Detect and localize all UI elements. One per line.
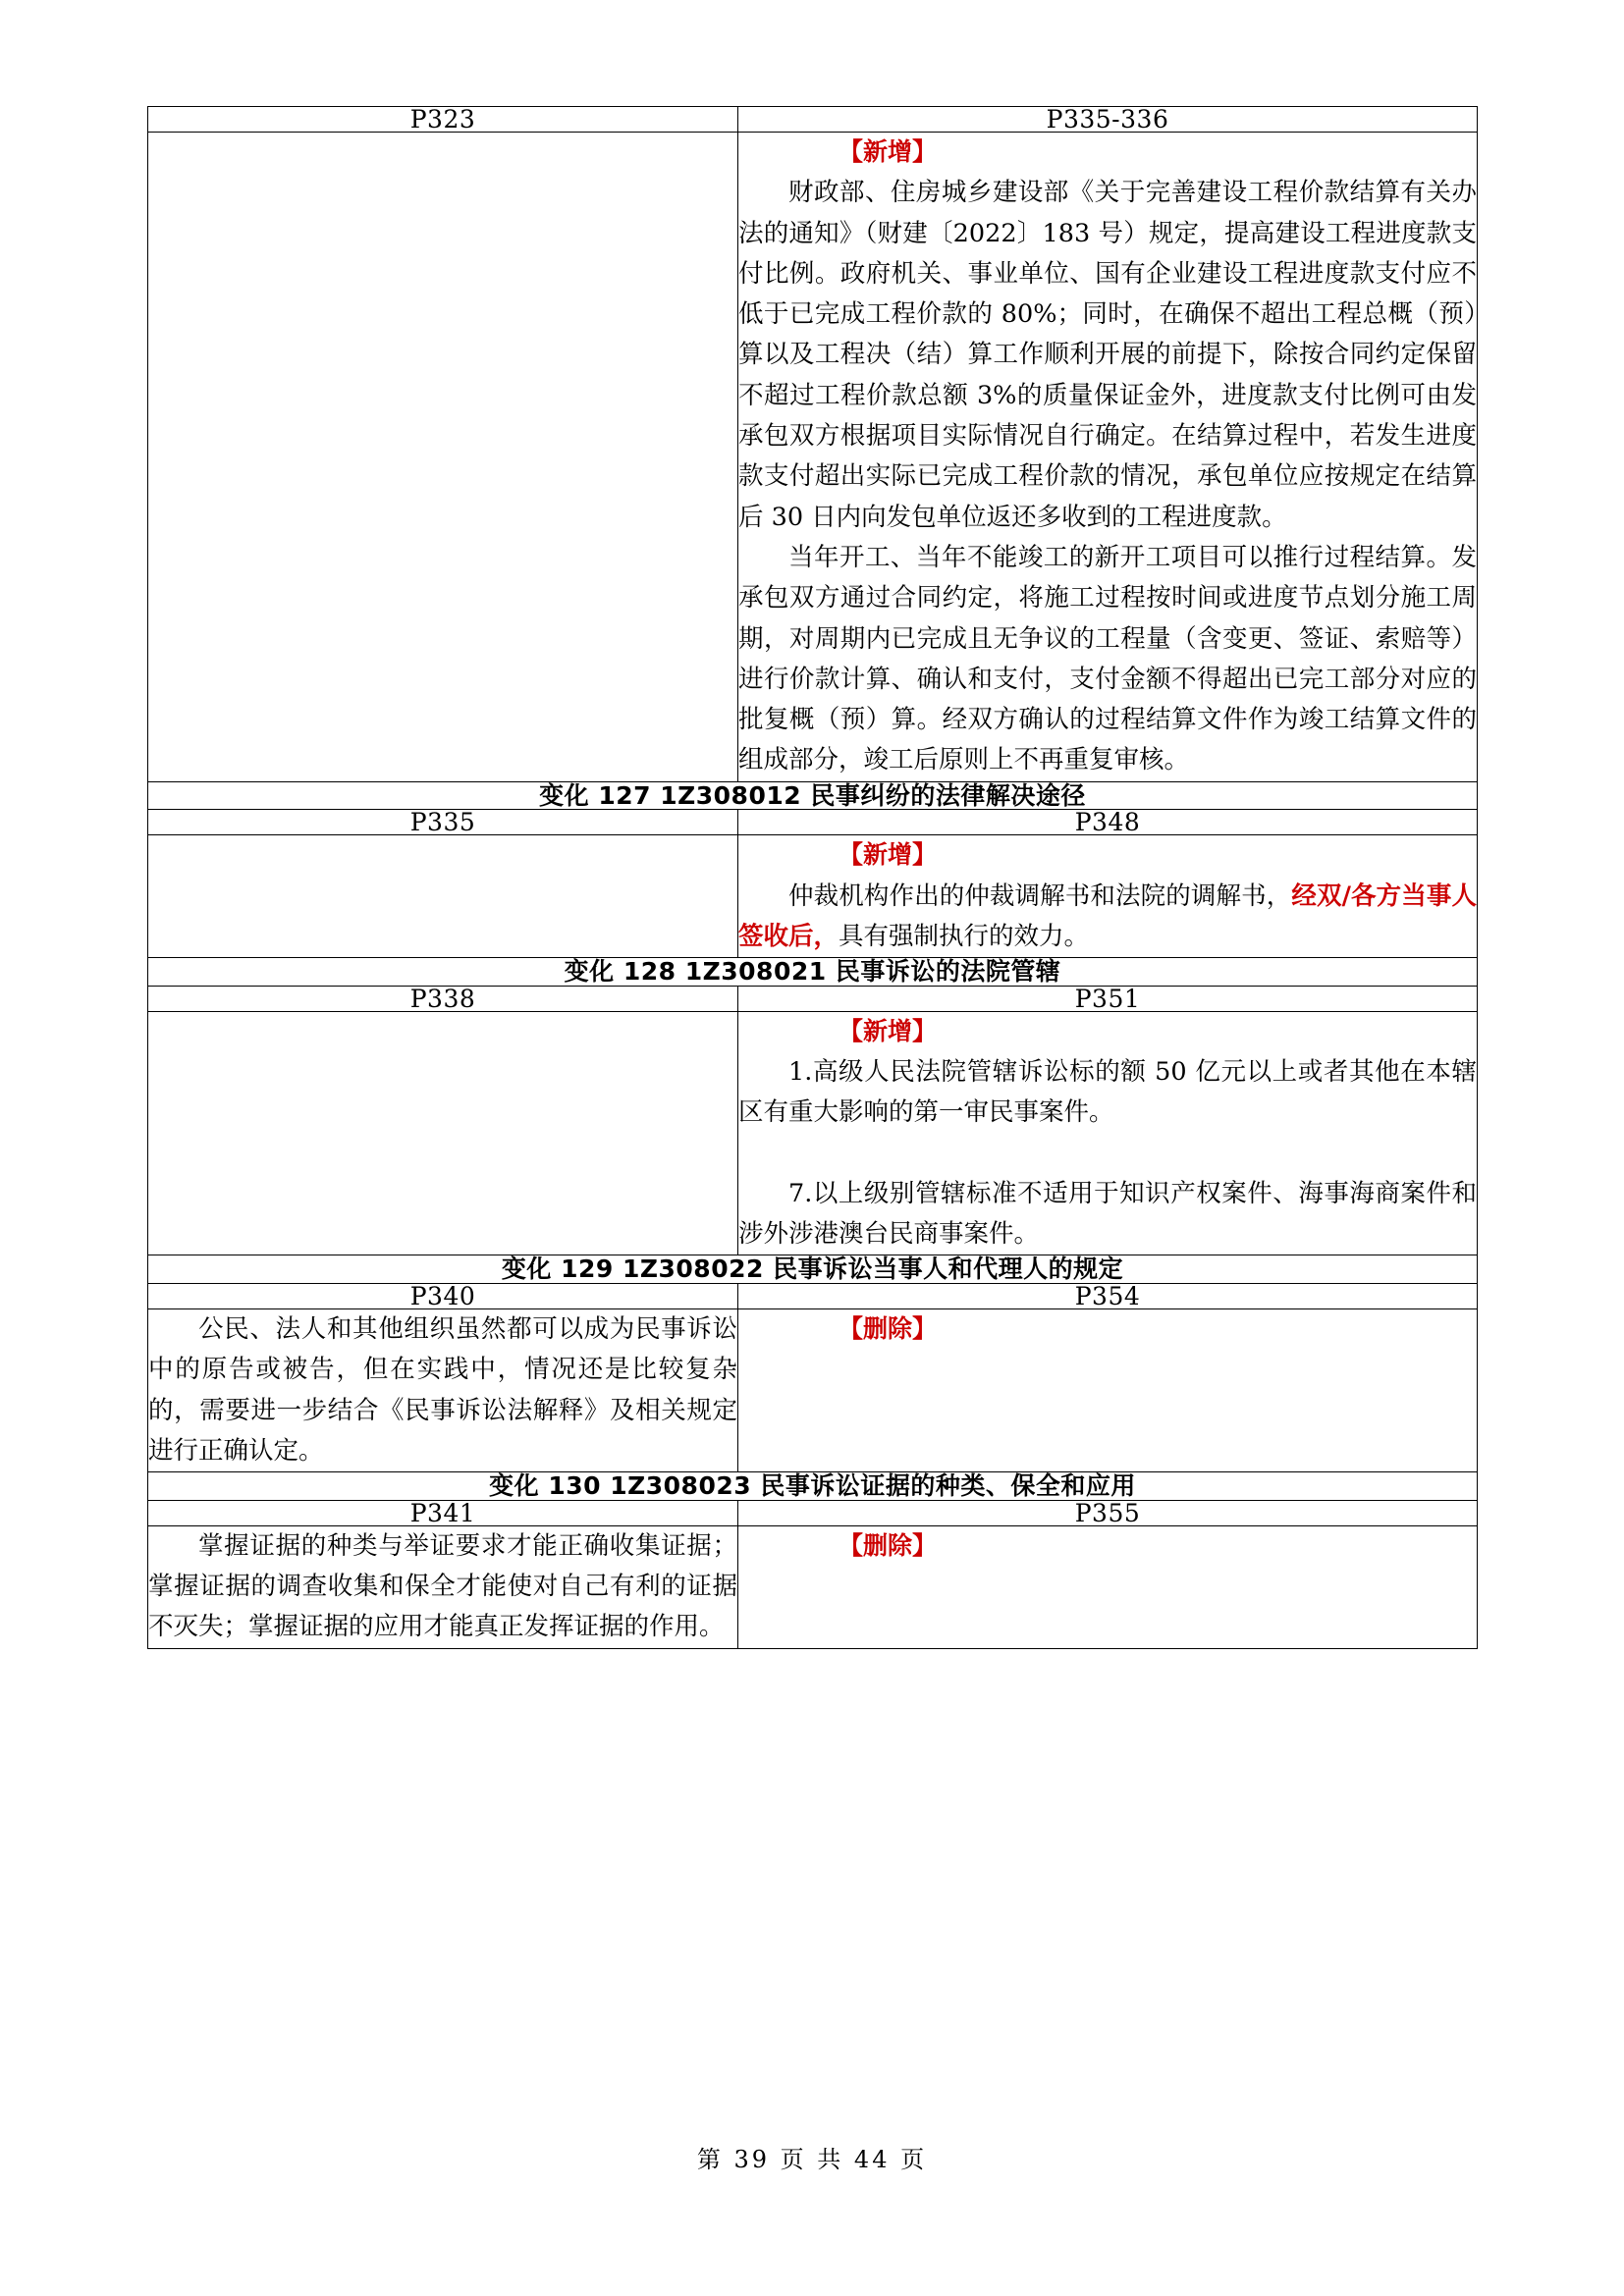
change-tag-line (738, 835, 1477, 876)
old-page-number: P340 (409, 1281, 476, 1310)
change-tag-line (738, 1012, 1477, 1052)
section-header-129 (148, 1255, 1478, 1284)
table-row (148, 1011, 1478, 1255)
status-badge-added: 【新增】 (839, 840, 938, 870)
old-page-number-cell (148, 1283, 738, 1308)
table-row (148, 958, 1478, 987)
table-row (148, 1255, 1478, 1284)
paragraph: 财政部、住房城乡建设部《关于完善建设工程价款结算有关办法的通知》（财建〔2022〕183 号）规定，提高建设工程进度款支付比例。政府机关、事业单位、国有企业建设工程进度款支付应不低于已完成工程价款的 80%；同时，在确保不超出工程总概（预）算以及工程决（结）算工作顺利开展的前提下，除按合同约定保留不超过工程价款总额 3%的质量保证金外，进度款支付比例可由发承包双方根据项目实际情况自行确定。在结算过程中，若发生进度款支付超出实际已完成工程价款的情况，承包单位应按规定在结算后 30 日内向发包单位返还多收到的工程进度款。 (738, 178, 1477, 532)
section-title: 变化 130 1Z308023 民事诉讼证据的种类、保全和应用 (489, 1471, 1136, 1501)
old-content-cell (148, 1308, 738, 1471)
table-row (148, 1283, 1478, 1308)
new-page-number: P354 (1074, 1281, 1141, 1310)
old-content-cell (148, 1525, 738, 1648)
new-page-number: P335-336 (1046, 105, 1169, 133)
section-title: 变化 128 1Z308021 民事诉讼的法院管辖 (564, 957, 1061, 987)
new-page-number: P348 (1074, 808, 1141, 837)
old-page-number-cell (148, 107, 738, 133)
old-content-cell (148, 1011, 738, 1255)
table-row (148, 107, 1478, 133)
table-row (148, 133, 1478, 782)
text-segment: 具有强制执行的效力。 (839, 921, 1090, 951)
section-header-130 (148, 1472, 1478, 1501)
paragraph (738, 877, 1477, 958)
change-tag-line (738, 1526, 1477, 1567)
paragraph: 7.以上级别管辖标准不适用于知识产权案件、海事海商案件和涉外涉港澳台民商事案件。 (738, 1178, 1477, 1250)
old-content-cell (148, 835, 738, 958)
section-header-127 (148, 781, 1478, 810)
new-content-cell (738, 1525, 1478, 1648)
text-segment-highlighted: 经双/各方当事人签收后， (738, 881, 1477, 951)
table-row (148, 781, 1478, 810)
new-page-number-cell (738, 810, 1478, 835)
section-title: 变化 127 1Z308012 民事纠纷的法律解决途径 (539, 780, 1086, 810)
new-page-number: P355 (1074, 1498, 1141, 1527)
table-row (148, 986, 1478, 1011)
paragraph: 当年开工、当年不能竣工的新开工项目可以推行过程结算。发承包双方通过合同约定，将施工过程按时间或进度节点划分施工周期，对周期内已完成且无争议的工程量（含变更、签证、索赔等）进行价款计算、确认和支付，支付金额不得超出已完工部分对应的批复概（预）算。经双方确认的过程结算文件作为竣工结算文件的组成部分，竣工后原则上不再重复审核。 (738, 542, 1477, 775)
section-title: 变化 129 1Z308022 民事诉讼当事人和代理人的规定 (501, 1255, 1124, 1284)
change-tag-line (738, 133, 1477, 173)
table-row (148, 810, 1478, 835)
new-content-cell (738, 1011, 1478, 1255)
status-badge-added: 【新增】 (839, 1016, 938, 1045)
paragraph: 1.高级人民法院管辖诉讼标的额 50 亿元以上或者其他在本辖区有重大影响的第一审民事案件。 (738, 1056, 1477, 1128)
text-segment: 仲裁机构作出的仲裁调解书和法院的调解书， (788, 881, 1292, 911)
table-row (148, 835, 1478, 958)
change-tag-line (738, 1309, 1477, 1350)
section-header-128 (148, 958, 1478, 987)
new-page-number-cell (738, 107, 1478, 133)
new-page-number-cell (738, 1283, 1478, 1308)
table-row (148, 1500, 1478, 1525)
status-badge-deleted: 【删除】 (839, 1530, 938, 1560)
page-footer (0, 2140, 1624, 2174)
table-row (148, 1308, 1478, 1471)
new-content-cell (738, 1308, 1478, 1471)
textbook-change-comparison-table (147, 106, 1478, 1649)
old-page-number: P323 (409, 105, 476, 133)
table-row (148, 1472, 1478, 1501)
old-page-number: P341 (409, 1498, 476, 1527)
new-page-number: P351 (1074, 984, 1141, 1013)
old-page-number-cell (148, 1500, 738, 1525)
old-page-number-cell (148, 986, 738, 1011)
paragraph: 掌握证据的种类与举证要求才能正确收集证据；掌握证据的调查收集和保全才能使对自己有利的证据不灭失；掌握证据的应用才能真正发挥证据的作用。 (148, 1530, 737, 1642)
old-content-cell (148, 133, 738, 782)
status-badge-deleted: 【删除】 (839, 1313, 938, 1343)
table-row (148, 1525, 1478, 1648)
table-body (148, 107, 1478, 1649)
page-footer-text: 第 39 页 共 44 页 (696, 2146, 928, 2173)
new-content-cell (738, 835, 1478, 958)
paragraph-spacer (738, 1134, 1477, 1174)
old-page-number: P338 (409, 984, 476, 1013)
status-badge-added: 【新增】 (839, 137, 938, 166)
new-page-number-cell (738, 986, 1478, 1011)
paragraph: 公民、法人和其他组织虽然都可以成为民事诉讼中的原告或被告，但在实践中，情况还是比较复杂的，需要进一步结合《民事诉讼法解释》及相关规定进行正确认定。 (148, 1313, 737, 1466)
old-page-number: P335 (409, 808, 476, 837)
new-page-number-cell (738, 1500, 1478, 1525)
new-content-cell (738, 133, 1478, 782)
old-page-number-cell (148, 810, 738, 835)
